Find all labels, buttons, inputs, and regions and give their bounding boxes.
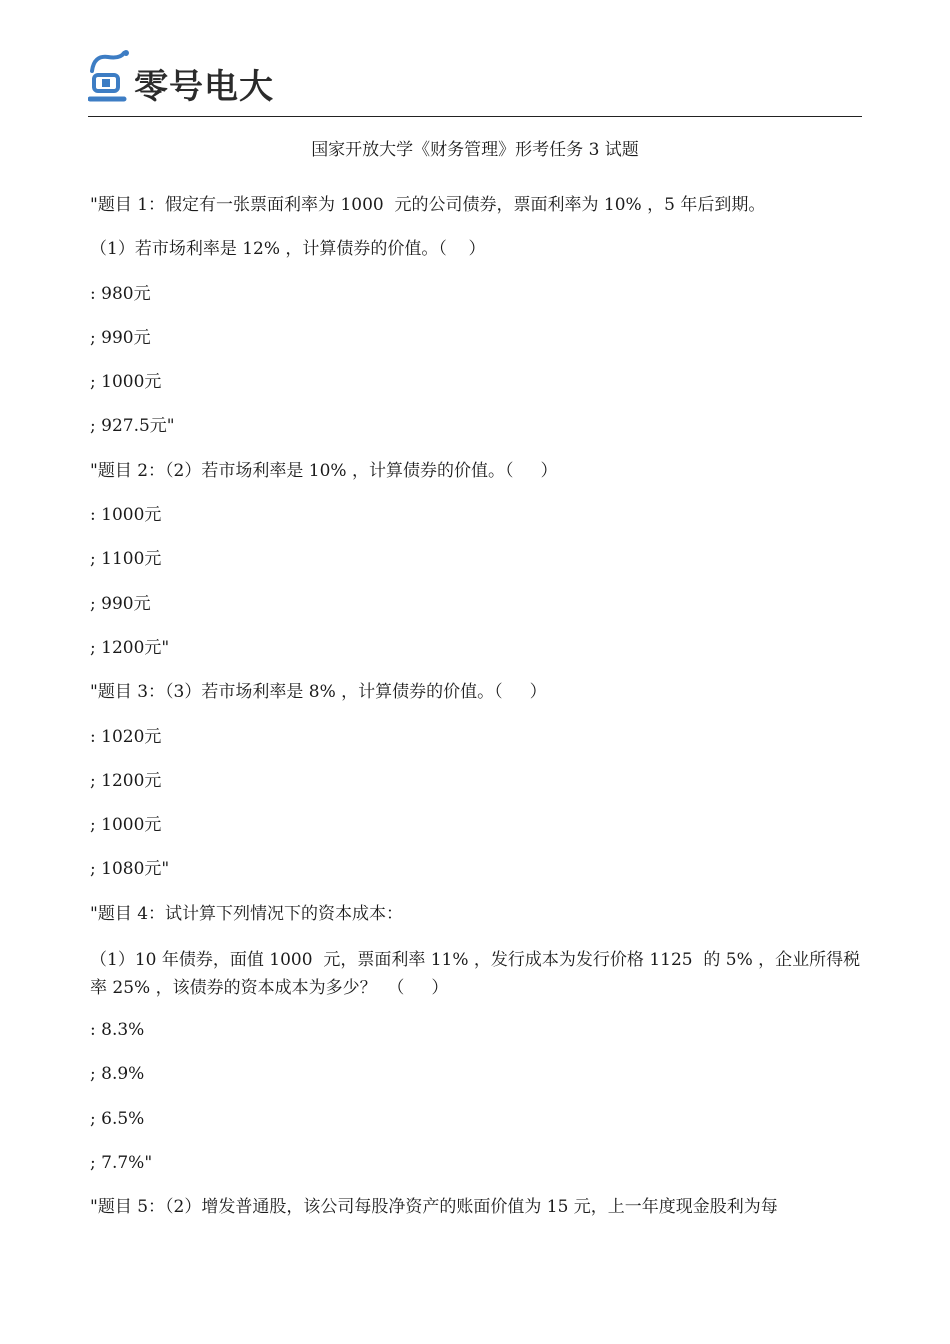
logo <box>88 48 274 108</box>
option-line: ; 7.7%" <box>90 1152 153 1173</box>
text-line: "题目 4：试计算下列情况下的资本成本： <box>90 903 404 924</box>
document-title: 国家开放大学《财务管理》形考任务 3 试题 <box>311 140 639 160</box>
text-line: "题目 2：（2）若市场利率是 10% ，计算债券的价值。（ ） <box>90 460 558 481</box>
option-line: : 1000元 <box>90 505 162 526</box>
option-line: : 1020元 <box>90 726 162 747</box>
option-line: : 980元 <box>90 283 151 304</box>
logo-mark-icon <box>88 49 132 107</box>
option-line: ; 1100元 <box>90 549 162 570</box>
option-line: ; 1200元" <box>90 637 170 658</box>
option-line: : 8.3% <box>90 1020 145 1041</box>
option-line: ; 990元 <box>90 593 151 614</box>
option-line: ; 990元 <box>90 327 151 348</box>
option-line: ; 1000元 <box>90 372 162 393</box>
question-paragraph: （1）10 年债券，面值 1000 元，票面利率 11% ，发行成本为发行价格 1125 的 5% ，企业所得税率 25% ，该债券的资本成本为多少？ （ ） <box>90 950 861 999</box>
option-line: ; 6.5% <box>90 1108 145 1129</box>
option-line: ; 1000元 <box>90 815 162 836</box>
option-line: ; 1200元 <box>90 770 162 791</box>
text-line: "题目 3：（3）若市场利率是 8% ，计算债券的价值。（ ） <box>90 682 547 703</box>
text-line: "题目 5：（2）增发普通股，该公司每股净资产的账面价值为 15 元，上一年度现金股利为每 <box>90 1197 778 1218</box>
option-line: ; 8.9% <box>90 1064 145 1085</box>
option-line: ; 927.5元" <box>90 416 175 437</box>
option-line: ; 1080元" <box>90 859 170 880</box>
document-body <box>90 193 862 1240</box>
logo-text: 零号电大 <box>134 66 274 107</box>
text-line: （1）若市场利率是 12% ，计算债券的价值。（ ） <box>90 239 486 260</box>
text-line: "题目 1：假定有一张票面利率为 1000 元的公司债券，票面利率为 10% ，5 年后到期。 <box>90 195 766 215</box>
page-header <box>88 40 862 117</box>
